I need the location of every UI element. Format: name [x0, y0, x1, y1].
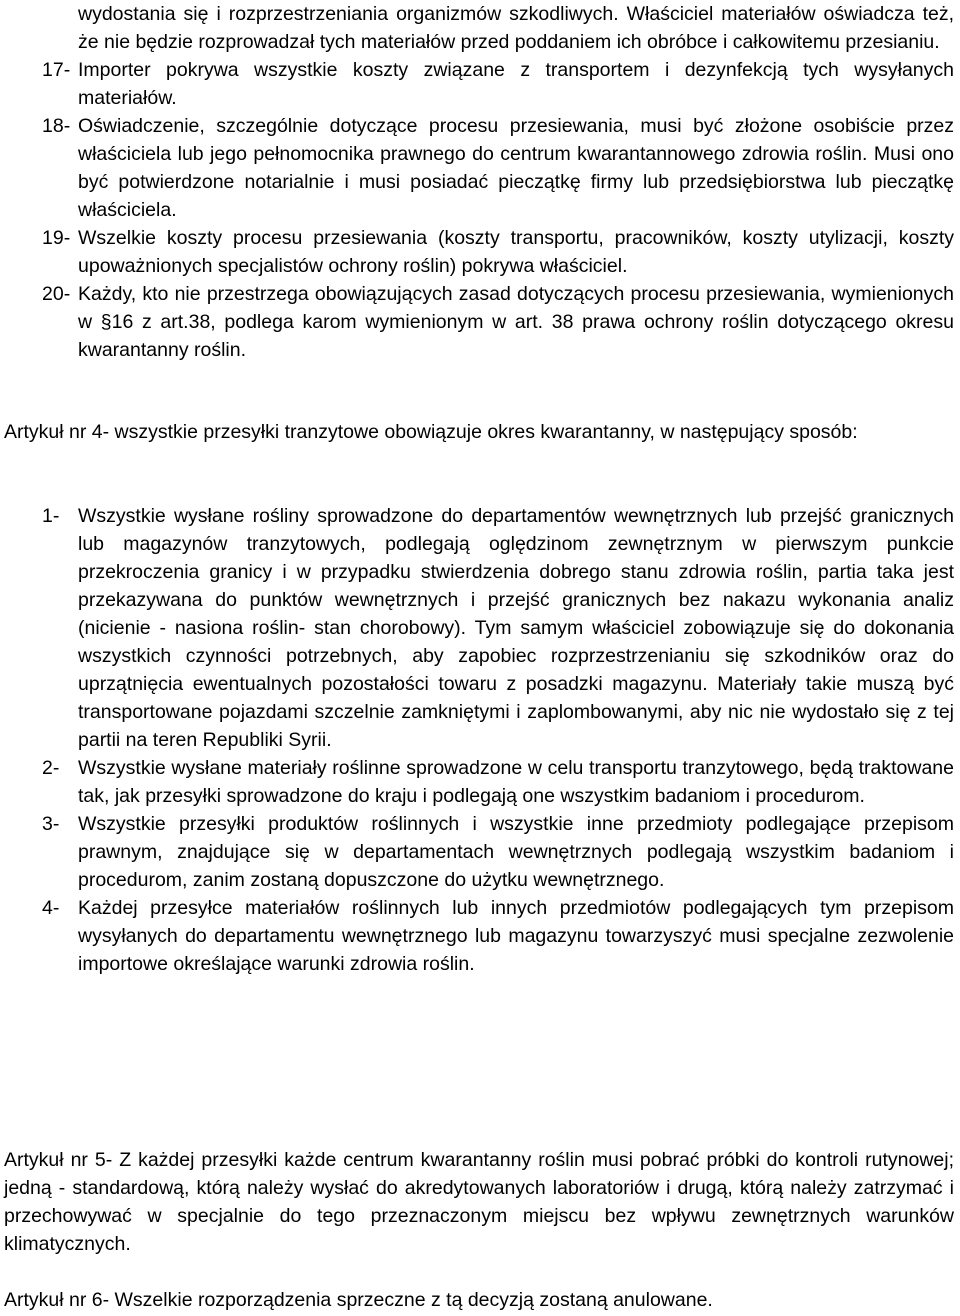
list-item [42, 754, 954, 810]
item-text: Wszystkie wysłane rośliny sprowadzone do departamentów wewnętrznych lub przejść granicznych lub magazynów tranzytowych, podlegają oględzinom zewnętrznym w pierwszym punkcie przekroczenia granicy i w przypadku stwierdzenia dobrego stanu zdrowia roślin, partia taka jest przekazywana do punktów wewnętrznych i przejść granicznych bez nakazu wykonania analiz (nicienie - nasiona roślin- stan chorobowy). Tym samym właściciel zobowiązuje się do dokonania wszystkich czynności potrzebnych, aby zapobiec rozprzestrzenianiu się szkodników oraz do uprzątnięcia ewentualnych pozostałości towaru z posadzki magazynu. Materiały takie muszą być transportowane pojazdami szczelnie zamkniętymi i zaplombowanymi, aby nic nie wydostało się z tej partii na teren Republiki Syrii. [78, 505, 954, 751]
list-item [42, 112, 954, 224]
item-number: 20- [42, 283, 71, 305]
list-item [42, 810, 954, 894]
list-item [42, 502, 954, 754]
continued-paragraph: wydostania się i rozprzestrzeniania organizmów szkodliwych. Właściciel materiałów oświadcza też, że nie będzie rozprowadzał tych materiałów przed poddaniem ich obróbce i całkowitemu przesianiu. [78, 3, 954, 53]
item-number: 17- [42, 59, 71, 81]
item-text: Każdej przesyłce materiałów roślinnych lub innych przedmiotów podlegających tym przepisom wysyłanych do departamentu wewnętrznego lub magazynu towarzyszyć musi specjalne zezwolenie importowe określające warunki zdrowia roślin. [78, 897, 954, 975]
item-text: Każdy, kto nie przestrzega obowiązujących zasad dotyczących procesu przesiewania, wymienionych w §16 z art.38, podlega karom wymienionym w art. 38 prawa ochrony roślin dotyczącego okresu kwarantanny roślin. [78, 283, 954, 361]
item-number: 19- [42, 227, 71, 249]
item-text: Wszystkie przesyłki produktów roślinnych i wszystkie inne przedmioty podlegające przepisom prawnym, znajdujące się w departamentach wewnętrznych podlegają wszystkim badaniom i procedurom, zanim zostaną dopuszczone do użytku wewnętrznego. [78, 813, 954, 891]
item-number: 18- [42, 115, 71, 137]
item-text: Oświadczenie, szczególnie dotyczące procesu przesiewania, musi być złożone osobiście przez właściciela lub jego pełnomocnika prawnego do centrum kwarantannowego zdrowia roślin. Musi ono być potwierdzone notarialnie i musi posiadać pieczątkę firmy lub przedsiębiorstwa lub pieczątkę właściciela. [78, 115, 954, 221]
article-5-paragraph: Artykuł nr 5- Z każdej przesyłki każde centrum kwarantanny roślin musi pobrać próbki do kontroli rutynowej; jedną - standardową, którą należy wysłać do akredytowanych laboratoriów i drugą, którą należy zatrzymać i przechowywać w specjalnie do tego przeznaczonym miejscu bez wpływu zewnętrznych warunków klimatycznych. [4, 1149, 954, 1255]
article-4-list [42, 502, 954, 978]
list-item [42, 224, 954, 280]
item-text: Wszelkie koszty procesu przesiewania (koszty transportu, pracowników, koszty utylizacji, koszty upoważnionych specjalistów ochrony roślin) pokrywa właściciel. [78, 227, 954, 277]
item-number: 2- [42, 757, 60, 779]
article-6-paragraph: Artykuł nr 6- Wszelkie rozporządzenia sprzeczne z tą decyzją zostaną anulowane. [4, 1289, 713, 1311]
regulation-items-upper [42, 0, 954, 364]
item-text: Wszystkie wysłane materiały roślinne sprowadzone w celu transportu tranzytowego, będą traktowane tak, jak przesyłki sprowadzone do kraju i podlegają one wszystkim badaniom i procedurom. [78, 757, 954, 807]
list-item [42, 280, 954, 364]
item-text: Importer pokrywa wszystkie koszty związane z transportem i dezynfekcją tych wysyłanych materiałów. [78, 59, 954, 109]
numbered-list-upper [42, 56, 954, 364]
list-item [42, 894, 954, 978]
article-4-intro: Artykuł nr 4- wszystkie przesyłki tranzytowe obowiązuje okres kwarantanny, w następujący sposób: [4, 421, 858, 443]
item-number: 4- [42, 897, 60, 919]
item-number: 1- [42, 505, 60, 527]
item-number: 3- [42, 813, 60, 835]
list-item [42, 56, 954, 112]
